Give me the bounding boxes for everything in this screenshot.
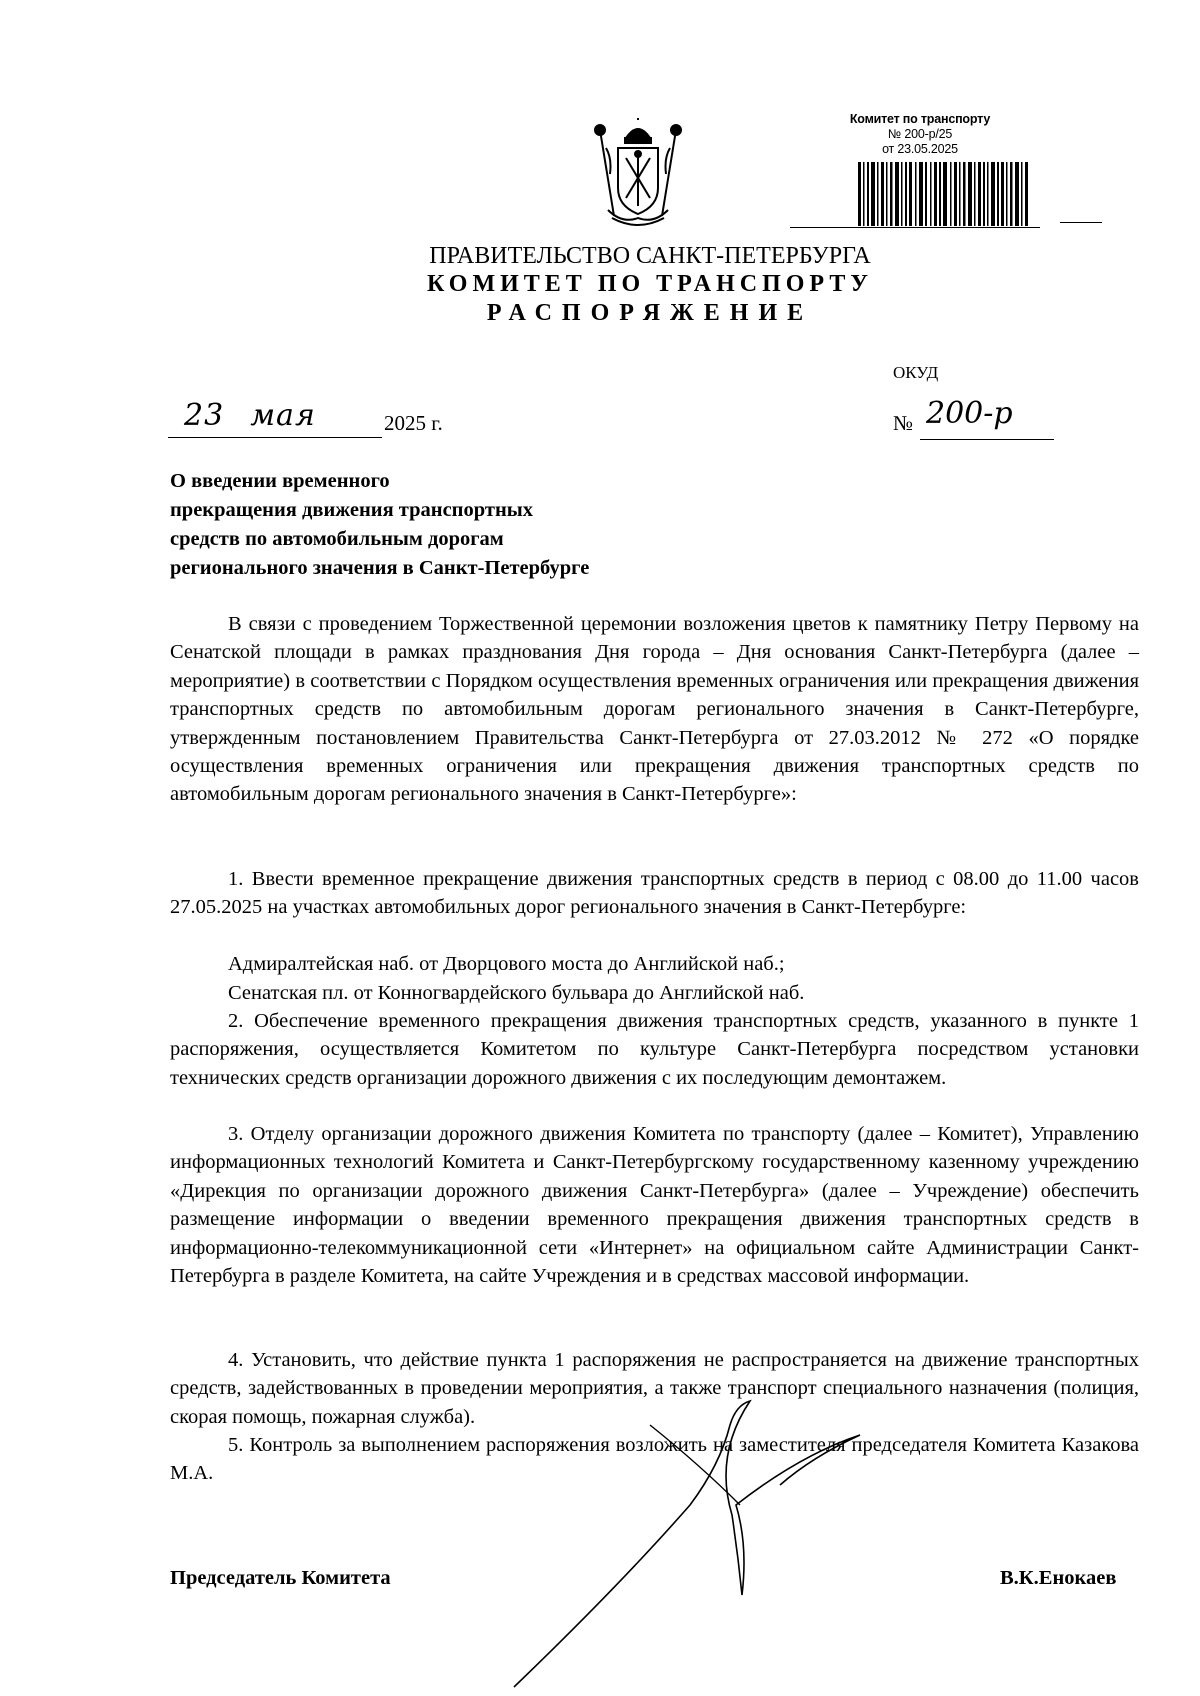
coat-of-arms-emblem [592, 118, 684, 230]
item-3: 3. Отделу организации дорожного движения Комитета по транспорту (далее – Комитет), Управлению информационных технологий Комитета и Санкт-Петербургскому государственному казенному учреждению «Дирекция по организации дорожного движения Санкт-Петербурга» (далее – Учреждение) обеспечить размещение информации о введении временного прекращения движения транспортных средств в информационно-телекоммуникационной сети «Интернет» на официальном сайте Администрации Санкт-Петербурга в разделе Комитета, на сайте Учреждения и в средствах массовой информации. [170, 1123, 1139, 1288]
item-1-road-1: Адмиралтейская наб. от Дворцового моста до Английской наб.; [228, 953, 785, 975]
handwritten-signature [500, 1395, 930, 1695]
item-4: 4. Установить, что действие пункта 1 распоряжения не распространяется на движение транспортных средств, задействованных в проведении мероприятия, а также транспорт специального назначения (полиция, скорая помощь, пожарная служба). [170, 1349, 1139, 1428]
date-month: мая [250, 398, 316, 433]
okud-label: ОКУД [893, 363, 939, 382]
subject-line: прекращения движения транспортных [170, 499, 534, 521]
signatory-position: Председатель Комитета [170, 1567, 391, 1589]
stamp-rule [790, 227, 1040, 228]
date-year: 2025 г. [384, 411, 443, 435]
handwritten-date [184, 398, 316, 433]
subject-line: средств по автомобильным дорогам [170, 528, 504, 550]
government-title: ПРАВИТЕЛЬСТВО САНКТ-ПЕТЕРБУРГА [429, 243, 871, 269]
subject-line: О введении временного [170, 470, 390, 492]
signatory-name: В.К.Енокаев [1000, 1567, 1117, 1589]
item-1-road-2: Сенатская пл. от Конногвардейского бульвара до Английской наб. [228, 982, 805, 1004]
document-header [380, 242, 920, 328]
barcode [858, 162, 1030, 226]
document-number: 200-р [926, 396, 1013, 431]
date-underline [168, 437, 382, 438]
number-sign: № [893, 411, 914, 435]
preamble-paragraph: В связи с проведением Торжественной церемонии возложения цветов к памятнику Петру Первому на Сенатской площади в рамках празднования Дня города – Дня основания Санкт-Петербурга (далее – мероприятие) в соответствии с Порядком осуществления временных ограничения или прекращения движения транспортных средств по автомобильным дорогам регионального значения в Санкт-Петербурге, утвержденным постановлением Правительства Санкт-Петербурга от 27.03.2012 № 272 «О порядке осуществления временных ограничения или прекращения движения транспортных средств по автомобильным дорогам регионального значения в Санкт-Петербурге»: [170, 613, 1139, 806]
item-2: 2. Обеспечение временного прекращения движения транспортных средств, указанного в пункте 1 распоряжения, осуществляется Комитетом по культуре Санкт-Петербурга посредством установки технических средств организации дорожного движения с их последующим демонтажем. [170, 1010, 1139, 1089]
date-day: 23 [184, 398, 225, 433]
registration-stamp [820, 112, 1020, 157]
document-subject [170, 467, 730, 583]
document-type: РАСПОРЯЖЕНИЕ [486, 300, 814, 326]
subject-line: регионального значения в Санкт-Петербурге [170, 557, 590, 579]
stamp-reg-number: № 200-р/25 [887, 127, 953, 141]
stamp-rule-short [1060, 222, 1102, 223]
item-1: 1. Ввести временное прекращение движения транспортных средств в период с 08.00 до 11.00 часов 27.05.2025 на участках автомобильных дорог регионального значения в Санкт-Петербурге: [170, 868, 1139, 919]
stamp-org: Комитет по транспорту [849, 112, 991, 126]
item-5: 5. Контроль за выполнением распоряжения возложить на заместителя председателя Комитета Казакова М.А. [170, 1434, 1139, 1485]
committee-title: КОМИТЕТ ПО ТРАНСПОРТУ [427, 271, 873, 297]
number-underline [920, 439, 1054, 440]
stamp-reg-date: от 23.05.2025 [882, 142, 958, 156]
